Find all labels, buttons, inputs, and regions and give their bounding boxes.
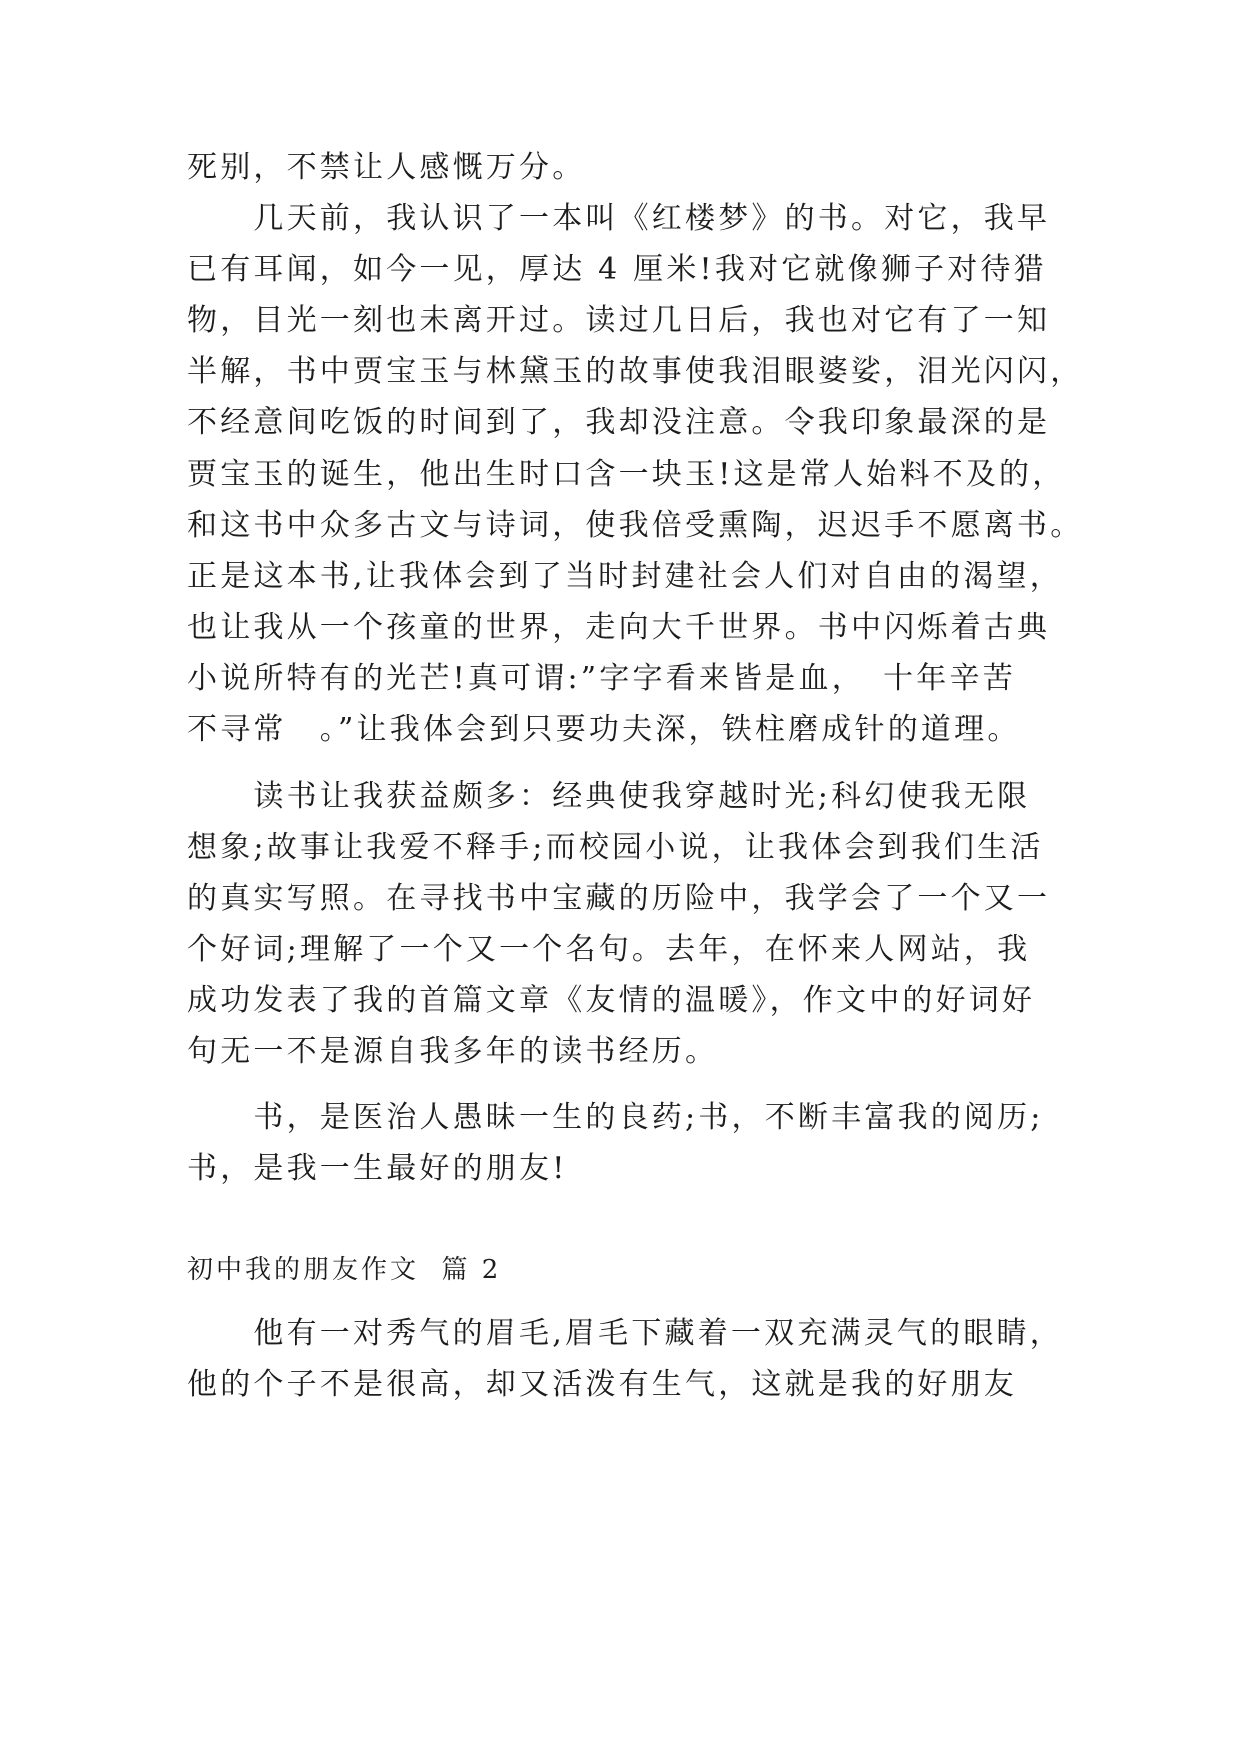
text-line: 书，是医治人愚昧一生的良药;书，不断丰富我的阅历; — [187, 1100, 1044, 1135]
text-line: 小说所特有的光芒!真可谓:”字字看来皆是血， 十年辛苦 — [187, 661, 1016, 696]
text-line: 的真实写照。在寻找书中宝藏的历险中，我学会了一个又一 — [187, 881, 1051, 916]
text-line: 死别，不禁让人感慨万分。 — [187, 150, 586, 185]
text-line: 几天前，我认识了一本叫《红楼梦》的书。对它，我早 — [187, 201, 1051, 236]
text-line: 和这书中众多古文与诗词，使我倍受熏陶，迟迟手不愿离书。 — [187, 508, 1084, 543]
section-heading: 初中我的朋友作文 篇 2 — [187, 1255, 502, 1285]
text-line: 不寻常 。”让我体会到只要功夫深，铁柱磨成针的道理。 — [187, 712, 1021, 747]
text-line: 贾宝玉的诞生，他出生时口含一块玉!这是常人始料不及的， — [187, 457, 1066, 492]
text-line: 想象;故事让我爱不释手;而校园小说，让我体会到我们生活 — [187, 830, 1044, 865]
text-line: 他的个子不是很高，却又活泼有生气，这就是我的好朋友 — [187, 1367, 1017, 1402]
text-line: 他有一对秀气的眉毛,眉毛下藏着一双充满灵气的眼睛， — [187, 1316, 1063, 1351]
text-line: 也让我从一个孩童的世界，走向大千世界。书中闪烁着古典 — [187, 610, 1051, 645]
text-line: 正是这本书,让我体会到了当时封建社会人们对自由的渴望， — [187, 559, 1063, 594]
text-line: 不经意间吃饭的时间到了，我却没注意。令我印象最深的是 — [187, 405, 1051, 440]
text-line: 物，目光一刻也未离开过。读过几日后，我也对它有了一知 — [187, 303, 1051, 338]
text-line: 读书让我获益颇多：经典使我穿越时光;科幻使我无限 — [187, 779, 1031, 814]
text-line: 书，是我一生最好的朋友! — [187, 1151, 568, 1186]
text-line: 已有耳闻，如今一见，厚达 4 厘米!我对它就像狮子对待猎 — [187, 252, 1047, 287]
text-line: 成功发表了我的首篇文章《友情的温暖》，作文中的好词好 — [187, 983, 1036, 1018]
text-line: 句无一不是源自我多年的读书经历。 — [187, 1034, 719, 1069]
text-line: 个好词;理解了一个又一个名句。去年，在怀来人网站，我 — [187, 932, 1031, 967]
text-line: 半解，书中贾宝玉与林黛玉的故事使我泪眼婆娑，泪光闪闪， — [187, 354, 1084, 389]
